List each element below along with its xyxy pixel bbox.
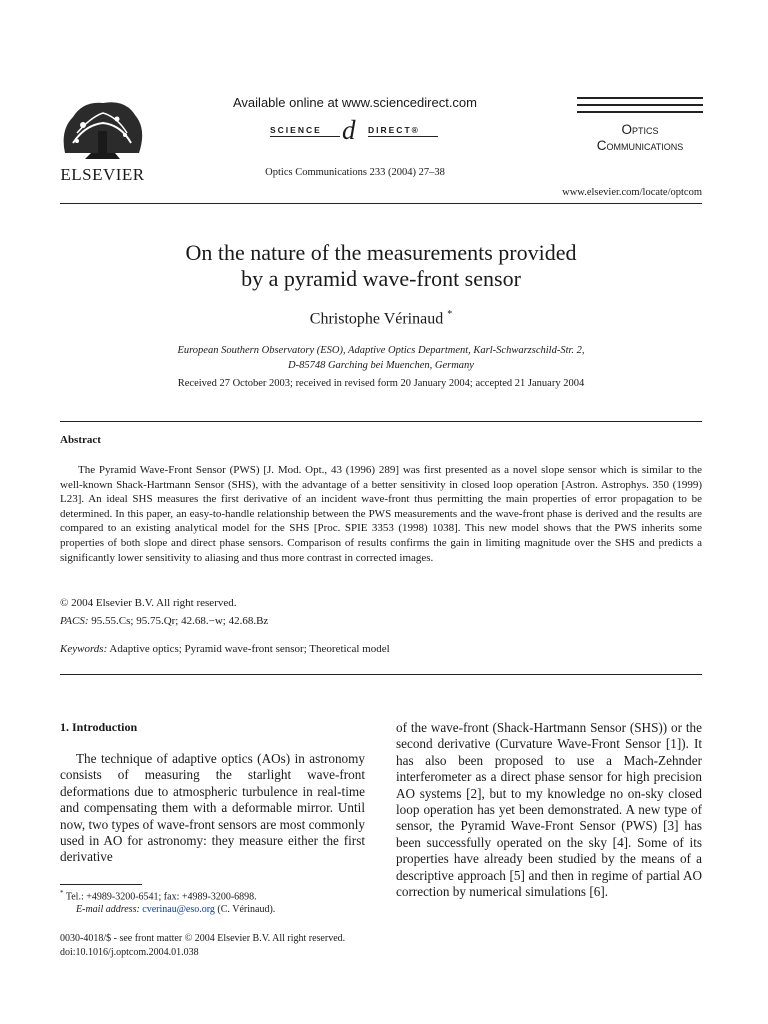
journal-name-line2: Communications	[596, 138, 684, 153]
publisher-wordmark: ELSEVIER	[60, 165, 145, 184]
keywords-value: Adaptive optics; Pyramid wave-front sensor; Theoretical model	[107, 643, 390, 655]
keywords-label: Keywords:	[60, 643, 108, 655]
footnote-divider	[60, 884, 142, 885]
body-right-column: of the wave-front (Shack-Hartmann Sensor (SHS)) or the second derivative (Curvature Wave-Front Sensor [1]). It has also been proposed to use a Mach-Zehnder interferometer as a direct phase sensor for high precision AO systems [2], but to my knowledge no on-sky closed loop operation has yet been demonstrated. A new type of sensor, the Pyramid Wave-Front Sensor (PWS) [3] has been successfully operated on the sky [4]. Some of its properties have already been studied by the means of a descriptive approach [5] and then in regime of partial AO correction by numerical simulations [6].	[396, 720, 702, 900]
email-label: E-mail address:	[76, 904, 140, 915]
affiliation-line-1: European Southern Observatory (ESO), Adaptive Optics Department, Karl-Schwarzschild-Str. 2,	[177, 345, 585, 356]
available-online-notice: Available online at www.sciencedirect.com	[233, 95, 477, 110]
pacs-line	[60, 615, 268, 627]
abstract-heading: Abstract	[60, 434, 101, 446]
sciencedirect-science: SCIENCE	[270, 125, 322, 135]
email-suffix: (C. Vérinaud).	[214, 904, 276, 915]
keywords-line	[60, 643, 390, 655]
author-name: Christophe Vérinaud	[309, 310, 444, 328]
abstract-divider-top	[60, 421, 702, 422]
journal-rule-bottom	[577, 111, 703, 113]
footnote-contact	[60, 887, 365, 903]
abstract-divider-bottom	[60, 674, 702, 675]
body-left-column: The technique of adaptive optics (AOs) in astronomy consists of measuring the starlight wave-front deformations due to atmospheric turbulence in real-time and compensating them with a deformable mirror. Until now, two types of wave-front sensors are most commonly used in AO for astronomy: they measure either the first derivative	[60, 751, 365, 865]
abstract-text: The Pyramid Wave-Front Sensor (PWS) [J. Mod. Opt., 43 (1996) 289] was first presented as a novel slope sensor which is similar to the well-known Shack-Hartmann Sensor (SHS), with the advantage of a better sensitivity in closed loop operation [Astron. Astrophys. 350 (1999) L23]. An ideal SHS measures the first derivative of an incident wave-front thus permitting the main properties of error propagation to be determined. In this paper, an easy-to-handle relationship between the PWS measurements and the wave-front phase is derived and the results are compared to an existing analytical model for the SHS [Proc. SPIE 3353 (1998) 1038]. This new model shows that the PWS inherits some properties of both slope and direct phase sensors. Comparison of results confirms the gain in limiting magnitude over the SHS and predicts a significantly lower sensitivity to aliasing and thus more contrast in corrected images.	[60, 464, 702, 564]
footnote-email	[76, 903, 366, 916]
sciencedirect-underline-left	[270, 136, 340, 137]
footnote-mark: *	[60, 889, 64, 897]
journal-reference: Optics Communications 233 (2004) 27–38	[265, 167, 445, 178]
abstract-copyright: © 2004 Elsevier B.V. All right reserved.	[60, 597, 237, 609]
pacs-value: 95.55.Cs; 95.75.Qr; 42.68.−w; 42.68.Bz	[88, 615, 269, 627]
affiliation	[60, 343, 702, 373]
email-link[interactable]: cverinau@eso.org	[142, 904, 215, 915]
pacs-label: PACS:	[60, 615, 89, 627]
sciencedirect-direct: DIRECT®	[368, 125, 420, 135]
title-line-2: by a pyramid wave-front sensor	[241, 266, 521, 291]
footnote-contact-text: Tel.: +4989-3200-6541; fax: +4989-3200-6898.	[65, 891, 257, 903]
sciencedirect-at-icon: d	[342, 115, 356, 145]
journal-rule-top	[577, 97, 703, 99]
sciencedirect-logo	[270, 115, 445, 145]
title-line-1: On the nature of the measurements provided	[185, 240, 577, 265]
journal-url[interactable]: www.elsevier.com/locate/optcom	[562, 187, 702, 198]
sciencedirect-underline-right	[368, 136, 438, 137]
affiliation-line-2: D-85748 Garching bei Muenchen, Germany	[288, 360, 474, 371]
section-heading-introduction: 1. Introduction	[60, 720, 138, 734]
journal-rule-mid	[577, 104, 703, 106]
journal-name-line1: Optics	[621, 122, 659, 137]
doi-line[interactable]: doi:10.1016/j.optcom.2004.01.038	[60, 947, 199, 958]
front-matter-line: 0030-4018/$ - see front matter © 2004 Elsevier B.V. All right reserved.	[60, 933, 346, 944]
header-divider	[60, 203, 702, 204]
article-title	[60, 240, 702, 292]
received-dates: Received 27 October 2003; received in revised form 20 January 2004; accepted 21 January 2004	[177, 378, 585, 389]
author-footnote-mark[interactable]: *	[447, 309, 453, 320]
author	[60, 309, 702, 328]
journal-name	[577, 122, 703, 154]
